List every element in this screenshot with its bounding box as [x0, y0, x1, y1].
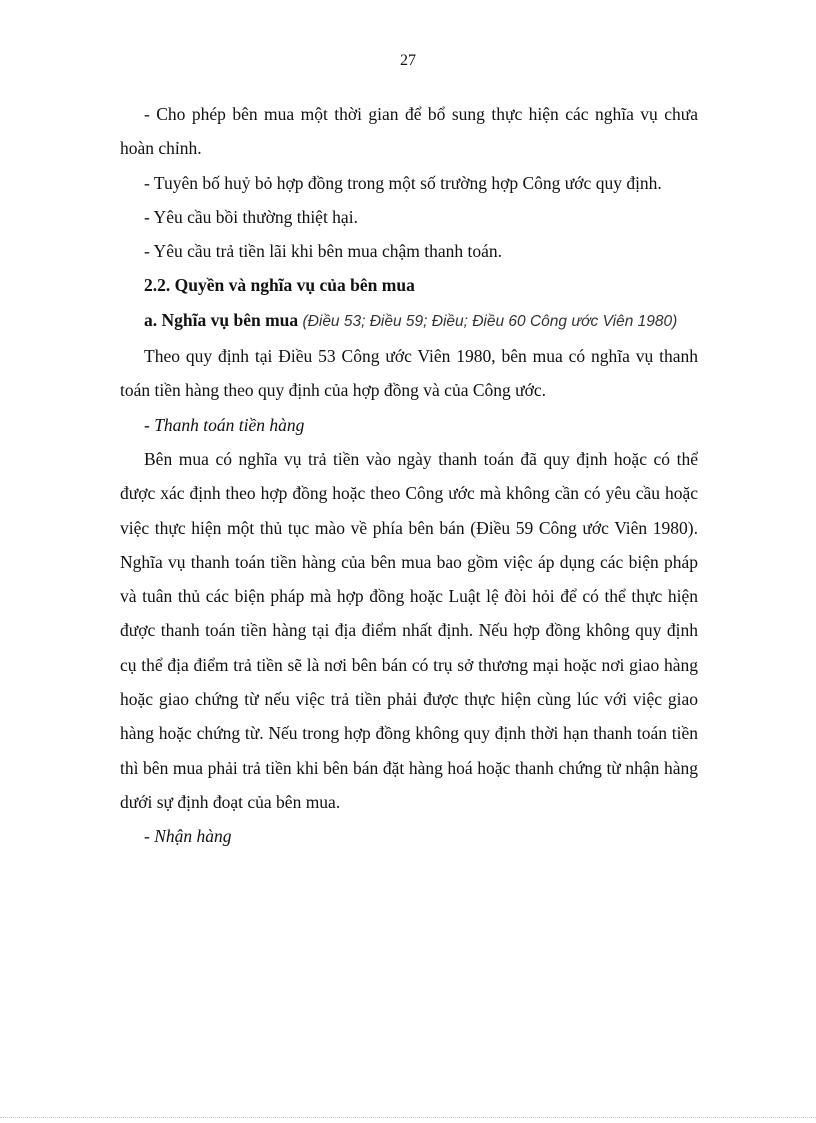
paragraph: Bên mua có nghĩa vụ trả tiền vào ngày thanh toán đã quy định hoặc có thể được xác định theo hợp đồng hoặc theo Công ước mà không cần có yêu cầu hoặc việc thực hiện một thủ tục mào về phía bên bán (Điều 59 Công ước Viên 1980). Nghĩa vụ thanh toán tiền hàng của bên mua bao gồm việc áp dụng các biện pháp và tuân thủ các biện pháp mà hợp đồng hoặc Luật lệ đòi hỏi để có thể thực hiện được thanh toán tiền hàng tại địa điểm nhất định. Nếu hợp đồng không quy định cụ thể địa điểm trả tiền sẽ là nơi bên bán có trụ sở thương mại hoặc nơi giao hàng hoặc giao chứng từ nếu việc trả tiền phải được thực hiện cùng lúc với việc giao hàng hoặc chứng từ. Nếu trong hợp đồng không quy định thời hạn thanh toán tiền thì bên mua phải trả tiền khi bên bán đặt hàng hoá hoặc thanh chứng từ nhận hàng dưới sự định đoạt của bên mua. [120, 448, 698, 812]
bullet-item: - Yêu cầu bồi thường thiệt hại. [144, 206, 358, 227]
bullet-item: - Cho phép bên mua một thời gian để bổ sung thực hiện các nghĩa vụ chưa hoàn chỉnh. [120, 104, 698, 159]
list-item: - Nhận hàng [144, 826, 232, 847]
list-item: - Thanh toán tiền hàng [144, 414, 305, 435]
page-bottom-border [0, 1117, 816, 1118]
subsection-heading [120, 303, 698, 339]
document-body [120, 97, 698, 854]
subsection-refs: (Điều 53; Điều 59; Điều; Điều 60 Công ước Viên 1980) [302, 312, 678, 330]
section-heading: 2.2. Quyền và nghĩa vụ của bên mua [144, 275, 415, 296]
page-number: 27 [400, 52, 416, 69]
bullet-item: - Yêu cầu trả tiền lãi khi bên mua chậm thanh toán. [144, 241, 502, 262]
paragraph: Theo quy định tại Điều 53 Công ước Viên 1980, bên mua có nghĩa vụ thanh toán tiền hàng theo quy định của hợp đồng và của Công ước. [120, 346, 698, 401]
subsection-lead: a. Nghĩa vụ bên mua [144, 309, 299, 330]
bullet-item: - Tuyên bố huỷ bỏ hợp đồng trong một số trường hợp Công ước quy định. [144, 172, 662, 193]
